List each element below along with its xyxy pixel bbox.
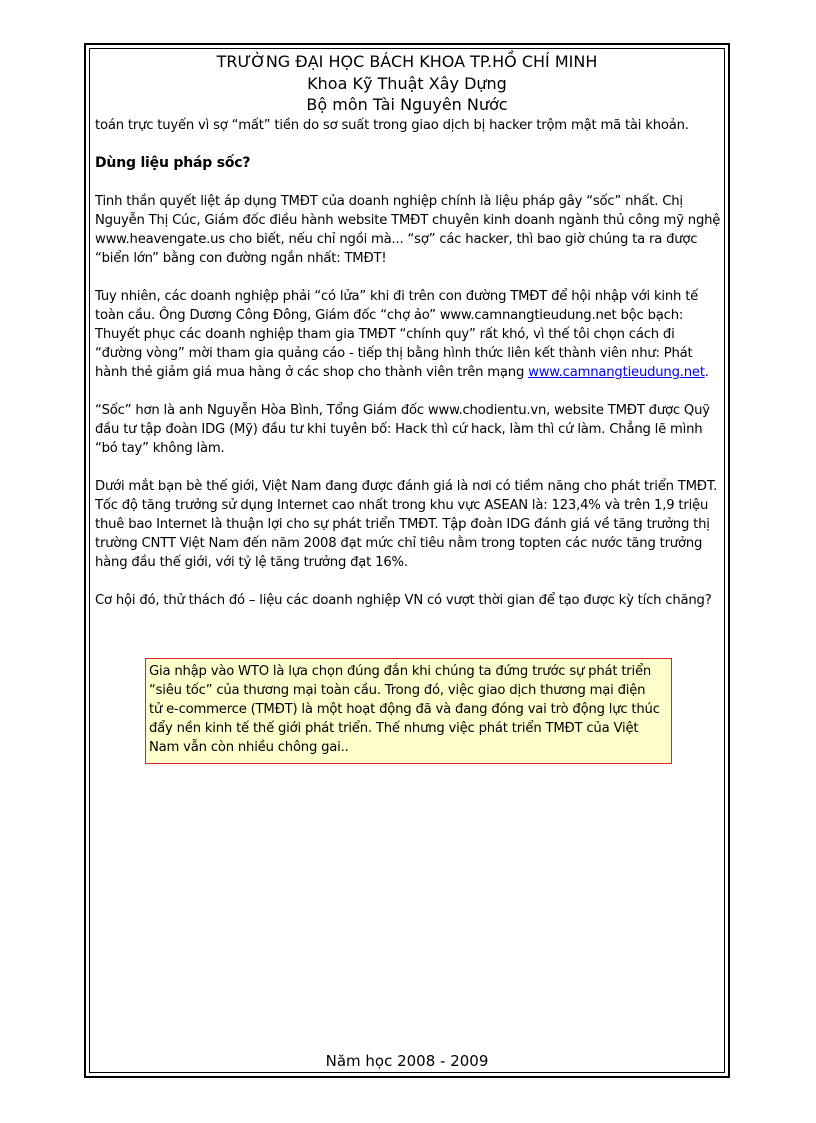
academic-year: Năm học 2008 - 2009: [325, 1052, 489, 1070]
lead-paragraph: toán trực tuyến vì sợ “mất” tiền do sơ suất trong giao dịch bị hacker trộm mật mã tài khoản.: [95, 118, 689, 133]
paragraph-2-text: Tuy nhiên, các doanh nghiệp phải “có lửa” khi đi trên con đường TMĐT để hội nhập với kinh tế toàn cầu. Ông Dương Công Đông, Giám đốc “chợ ảo” www.camnangtieudung.net bộc bạch: Thuyết phục các doanh nghiệp tham gia TMĐT “chính quy” rất khó, vì thế tôi chọn cách đi “đường vòng” mời tham gia quảng cáo - tiếp thị bằng hình thức liên kết thành viên như: Phát hành thẻ giảm giá mua hàng ở các shop cho thành viên trên mạng: [95, 289, 699, 380]
paragraph-1: Tinh thần quyết liệt áp dụng TMĐT của doanh nghiệp chính là liệu pháp gây “sốc” nhất. Chị Nguyễn Thị Cúc, Giám đốc điều hành website TMĐT chuyên kinh doanh ngành thủ công mỹ nghệ www.heavengate.us cho biết, nếu chỉ ngồi mà... “sợ” các hacker, thì bao giờ chúng ta ra được “biển lớn” bằng con đường ngắn nhất: TMĐT!: [95, 194, 721, 266]
callout-text: Gia nhập vào WTO là lựa chọn đúng đắn khi chúng ta đứng trước sự phát triển “siêu tốc” của thương mại toàn cầu. Trong đó, việc giao dịch thương mại điện tử e-commerce (TMĐT) là một hoạt động đã và đang đóng vai trò động lực thúc đẩy nền kinh tế thế giới phát triển. Thế nhưng việc phát triển TMĐT của Việt Nam vẫn còn nhiều chông gai..: [149, 664, 660, 755]
paragraph-3: “Sốc” hơn là anh Nguyễn Hòa Bình, Tổng Giám đốc www.chodientu.vn, website TMĐT được Quỹ đầu tư tập đoàn IDG (Mỹ) đầu tư khi tuyên bố: Hack thì cứ hack, làm thì cứ làm. Chẳng lẽ mình “bó tay” không làm.: [95, 403, 710, 456]
department-name: Bộ môn Tài Nguyên Nước: [306, 95, 508, 114]
camnangtieudung-link[interactable]: www.camnangtieudung.net: [528, 365, 705, 380]
section-heading: Dùng liệu pháp sốc?: [95, 155, 251, 171]
paragraph-5: Cơ hội đó, thử thách đó – liệu các doanh nghiệp VN có vượt thời gian để tạo được kỳ tích chăng?: [95, 593, 712, 608]
paragraph-4: Dưới mắt bạn bè thế giới, Việt Nam đang được đánh giá là nơi có tiềm năng cho phát triển TMĐT. Tốc độ tăng trưởng sử dụng Internet cao nhất trong khu vực ASEAN là: 123,4% và trên 1,9 triệu thuê bao Internet là thuận lợi cho sự phát triển TMĐT. Tập đoàn IDG đánh giá về tăng trưởng thị trường CNTT Việt Nam đến năm 2008 đạt mức chỉ tiêu nằm trong topten các nước tăng trưởng hàng đầu thế giới, với tỷ lệ tăng trưởng đạt 16%.: [95, 479, 718, 570]
callout-box: [145, 658, 672, 764]
faculty-name: Khoa Kỹ Thuật Xây Dựng: [307, 74, 507, 93]
paragraph-2: [95, 287, 721, 382]
paragraph-2-end: .: [704, 365, 709, 380]
article-body: [95, 116, 721, 629]
university-name: TRƯỜNG ĐẠI HỌC BÁCH KHOA TP.HỒ CHÍ MINH: [216, 52, 598, 71]
